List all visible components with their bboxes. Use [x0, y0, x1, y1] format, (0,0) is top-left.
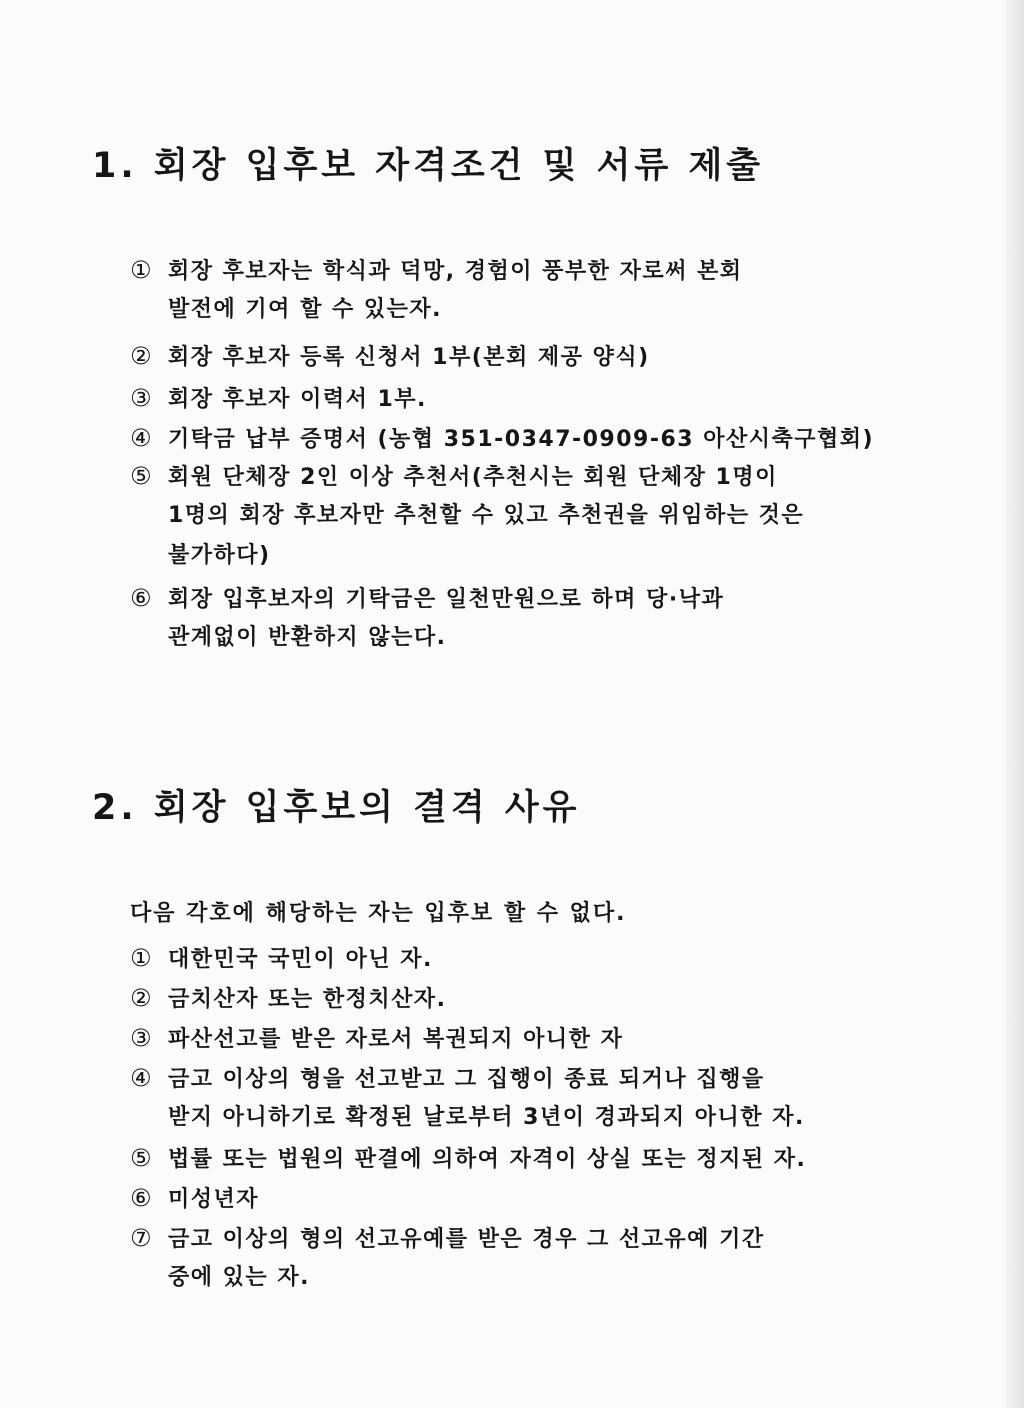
- item-text: 파산선고를 받은 자로서 복권되지 아니한 자: [168, 1027, 624, 1052]
- section1-item-2: [130, 336, 650, 376]
- item-text: 받지 아니하기로 확정된 날로부터 3년이 경과되지 아니한 자.: [168, 1105, 805, 1130]
- item-text: 기탁금 납부 증명서 (농협 351-0347-0909-63 아산시축구협회): [168, 427, 875, 452]
- item-number: ④: [130, 1064, 154, 1092]
- section2-item-3: [130, 1018, 623, 1058]
- item-text: 금고 이상의 형의 선고유예를 받은 경우 그 선고유예 기간: [168, 1227, 765, 1252]
- item-text: 대한민국 국민이 아닌 자.: [168, 947, 433, 972]
- item-text: 관계없이 반환하지 않는다.: [168, 625, 447, 650]
- item-text: 발전에 기여 할 수 있는자.: [168, 297, 443, 322]
- item-number: ④: [130, 424, 154, 452]
- section1-item-3: [130, 378, 427, 418]
- section1-item-5: [130, 456, 804, 576]
- item-text: 미성년자: [168, 1187, 260, 1212]
- section2-intro: 다음 각호에 해당하는 자는 입후보 할 수 없다.: [130, 901, 627, 926]
- item-number: ①: [130, 256, 154, 284]
- item-number: ⑥: [130, 1184, 154, 1212]
- item-number: ⑦: [130, 1224, 154, 1252]
- item-text: 회장 후보자는 학식과 덕망, 경험이 풍부한 자로써 본회: [168, 259, 743, 284]
- section1-item-4: [130, 418, 874, 458]
- section2-heading: 2. 회장 입후보의 결격 사유: [92, 788, 581, 828]
- item-text: 법률 또는 법원의 판결에 의하여 자격이 상실 또는 정지된 자.: [168, 1147, 807, 1172]
- section2-item-6: [130, 1178, 259, 1218]
- page-edge: [1006, 0, 1024, 1408]
- item-number: ③: [130, 1024, 154, 1052]
- item-text: 불가하다): [168, 543, 271, 568]
- item-text: 금치산자 또는 한정치산자.: [168, 987, 447, 1012]
- item-number: ①: [130, 944, 154, 972]
- item-number: ③: [130, 384, 154, 412]
- section2-item-5: [130, 1138, 806, 1178]
- section1-item-1: [130, 250, 743, 330]
- item-text: 회장 후보자 등록 신청서 1부(본회 제공 양식): [168, 345, 650, 370]
- section2-item-7: [130, 1218, 765, 1298]
- item-number: ⑤: [130, 1144, 154, 1172]
- section1-heading: 1. 회장 입후보 자격조건 및 서류 제출: [92, 146, 765, 186]
- section1-item-6: [130, 578, 724, 658]
- section2-item-2: [130, 978, 446, 1018]
- item-text: 회장 후보자 이력서 1부.: [168, 387, 427, 412]
- item-text: 1명의 회장 후보자만 추천할 수 있고 추천권을 위임하는 것은: [168, 503, 805, 528]
- item-text: 중에 있는 자.: [168, 1265, 310, 1290]
- item-text: 회원 단체장 2인 이상 추천서(추천시는 회원 단체장 1명이: [168, 465, 778, 490]
- item-number: ②: [130, 342, 154, 370]
- item-number: ⑥: [130, 584, 154, 612]
- section2-item-4: [130, 1058, 805, 1138]
- item-text: 회장 입후보자의 기탁금은 일천만원으로 하며 당·낙과: [168, 587, 725, 612]
- item-text: 금고 이상의 형을 선고받고 그 집행이 종료 되거나 집행을: [168, 1067, 765, 1092]
- item-number: ⑤: [130, 462, 154, 490]
- section2-item-1: [130, 938, 433, 978]
- item-number: ②: [130, 984, 154, 1012]
